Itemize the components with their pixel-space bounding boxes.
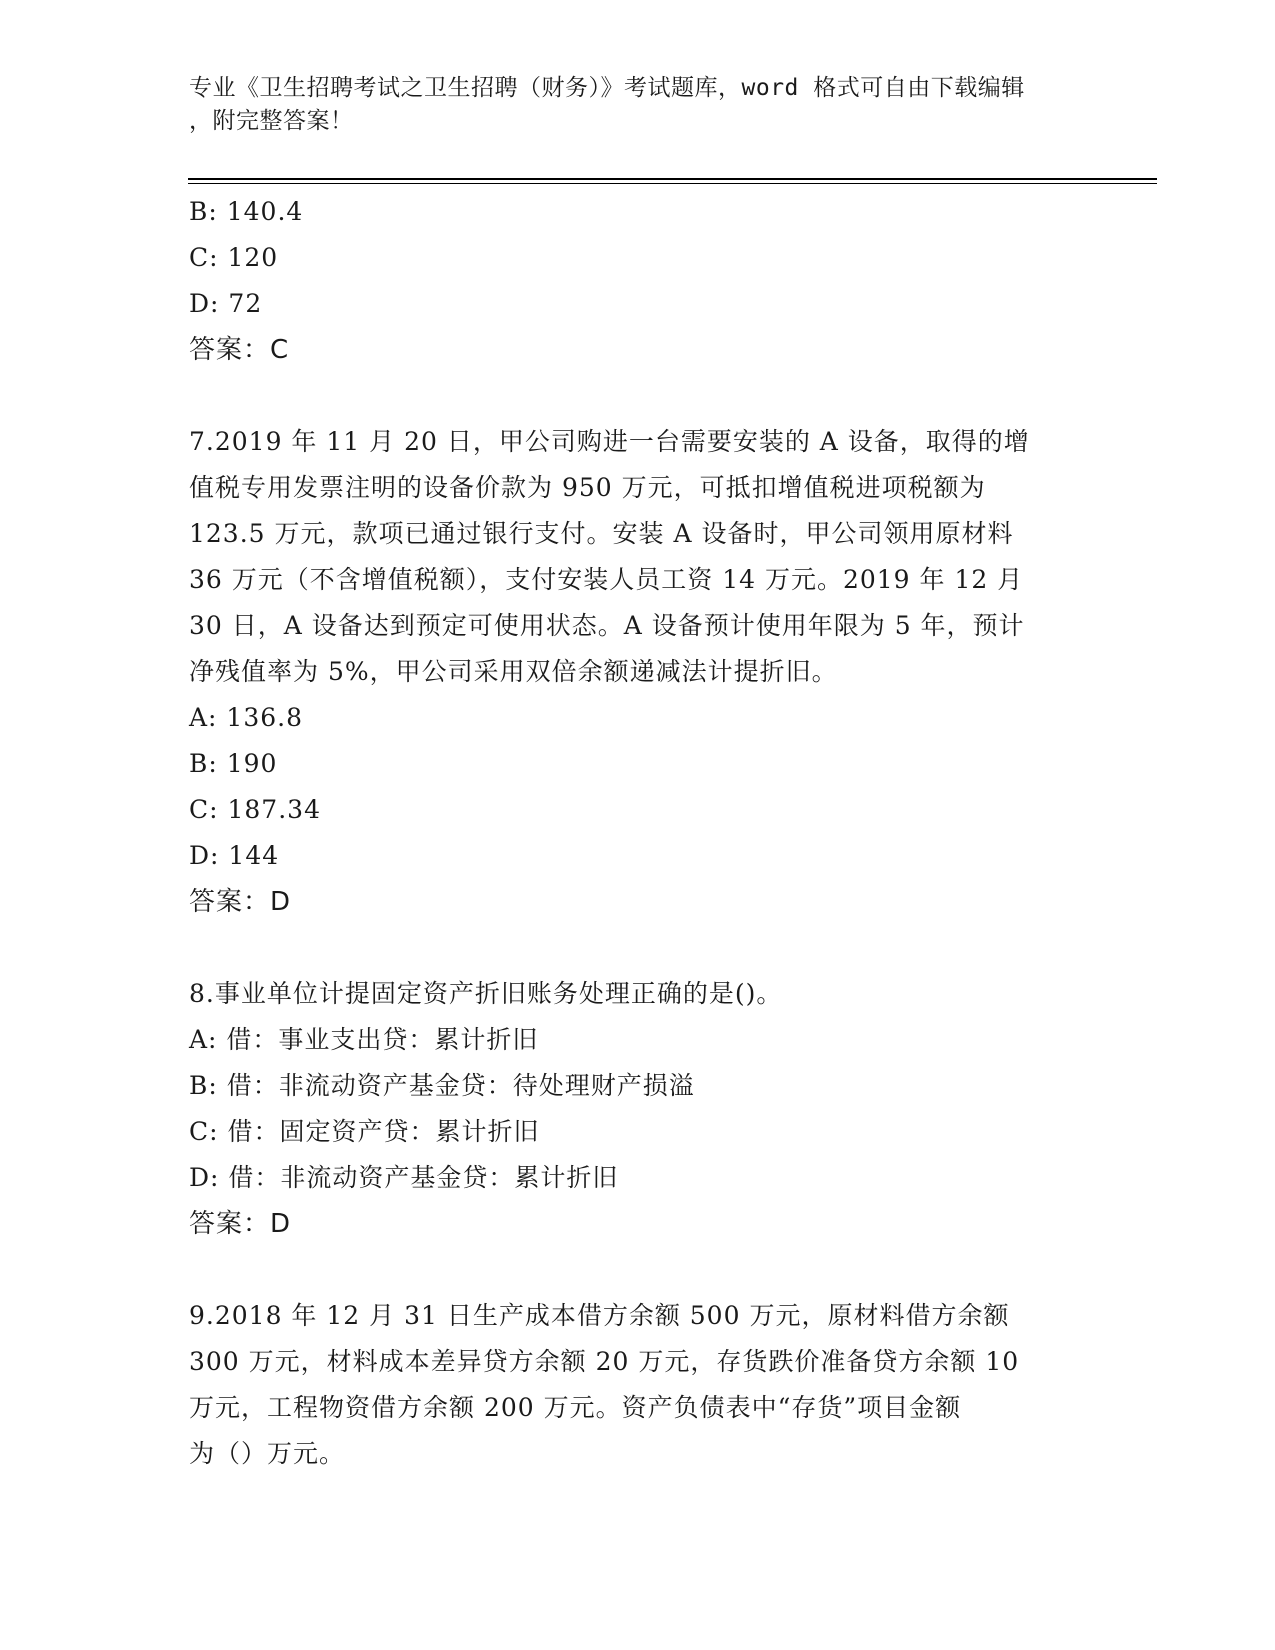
option-c: C: 187.34 [189,795,321,824]
answer: 答案：D [189,887,292,917]
question-stem-line: 300 万元，材料成本差异贷方余额 20 万元，存货跌价准备贷方余额 10 [189,1347,1020,1376]
option-c: C: 借：固定资产贷：累计折旧 [189,1117,540,1146]
question-stem-line: 36 万元（不含增值税额），支付安装人员工资 14 万元。2019 年 12 月 [189,565,1024,594]
option-b: B: 140.4 [189,197,304,226]
question-stem-line: 30 日，A 设备达到预定可使用状态。A 设备预计使用年限为 5 年，预计 [189,611,1025,640]
question-stem-line: 净残值率为 5%，甲公司采用双倍余额递减法计提折旧。 [189,657,838,686]
spacer [189,1247,1089,1293]
option-a: A: 136.8 [189,703,303,732]
option-a: A: 借：事业支出贷：累计折旧 [189,1025,539,1054]
option-b: B: 借：非流动资产基金贷：待处理财产损溢 [189,1071,695,1100]
question-stem-line: 值税专用发票注明的设备价款为 950 万元，可抵扣增值税进项税额为 [189,473,986,502]
question-7 [189,419,1089,925]
question-9 [189,1293,1089,1477]
document-body [189,189,1089,1477]
question-stem-line: 9.2018 年 12 月 31 日生产成本借方余额 500 万元，原材料借方余额 [189,1301,1010,1330]
answer: 答案：D [189,1209,292,1239]
header-line-1: 专业《卫生招聘考试之卫生招聘（财务）》考试题库，word 格式可自由下载编辑 [189,75,1025,101]
question-stem-line: 为（）万元。 [189,1439,346,1468]
option-c: C: 120 [189,243,279,272]
question-stem-line: 123.5 万元，款项已通过银行支付。安装 A 设备时，甲公司领用原材料 [189,519,1014,548]
question-stem-line: 万元，工程物资借方余额 200 万元。资产负债表中“存货”项目金额 [189,1393,962,1422]
question-stem-line: 8.事业单位计提固定资产折旧账务处理正确的是()。 [189,979,783,1008]
spacer [189,373,1089,419]
header-rule-thick [188,178,1157,180]
option-d: D: 借：非流动资产基金贷：累计折旧 [189,1163,619,1192]
answer: 答案：C [189,335,290,365]
option-d: D: 144 [189,841,280,870]
document-header [189,72,1089,138]
question-stem-line: 7.2019 年 11 月 20 日，甲公司购进一台需要安装的 A 设备，取得的增 [189,427,1030,456]
option-b: B: 190 [189,749,278,778]
header-rule-thin [188,183,1157,184]
question-8 [189,971,1089,1247]
option-d: D: 72 [189,289,263,318]
spacer [189,925,1089,971]
header-line-2: ，附完整答案！ [189,108,354,134]
